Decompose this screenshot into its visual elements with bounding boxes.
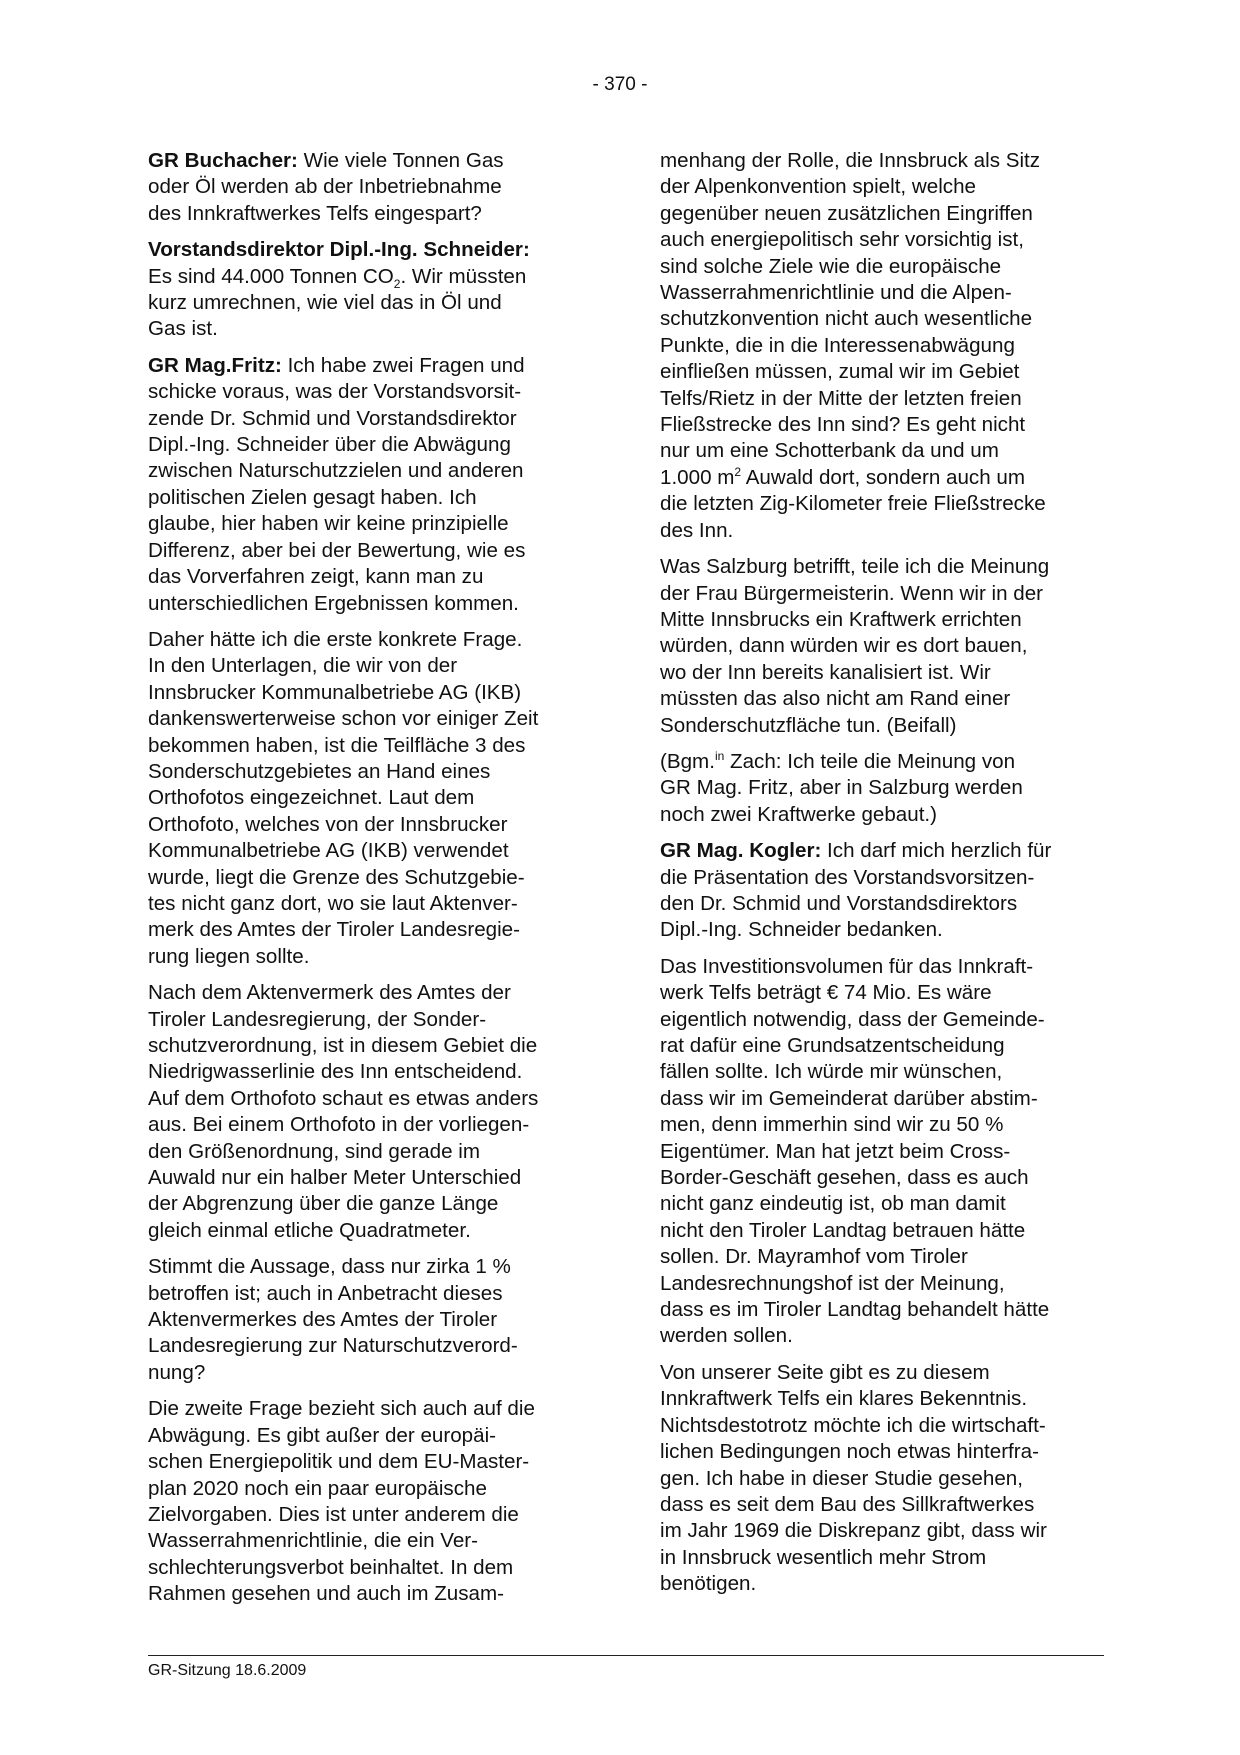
paragraph-aussage: Stimmt die Aussage, dass nur zirka 1 % betroffen ist; auch in Anbetracht dieses Aktenvermerkes des Amtes der Tiroler Landesregierung zur Naturschutzverord- nung? [148, 1255, 518, 1384]
paragraph-fritz: GR Mag.Fritz: Ich habe zwei Fragen und schicke voraus, was der Vorstandsvorsit- zende Dr. Schmid und Vorstandsdirektor Dipl.-Ing. Schneider über die Abwägung zwischen Naturschutzzielen und anderen politischen Zielen gesagt haben. Ich glaube, hier haben wir keine prinzipielle Differenz, aber bei der Bewertung, wie es das Vorverfahren zeigt, kann man zu unterschiedlichen Ergebnissen kommen. [148, 353, 526, 615]
footer-divider [148, 1655, 1104, 1656]
paragraph-schneider: Vorstandsdirektor Dipl.-Ing. Schneider: Es sind 44.000 Tonnen $CO_2$. Wir müssten kurz umrechnen, wie viel das in Öl und Gas ist. [148, 238, 530, 341]
paragraph-second-question: Die zweite Frage bezieht sich auch auf die Abwägung. Es gibt außer der europäi- schen Energiepolitik und dem EU-Master- plan 2020 noch ein paar europäische Zielvorgaben. Dies ist unter anderem die Wasserrahmenrichtlinie, die ein Ver- schlechterungsverbot beinhaltet. In dem Rahmen gesehen und auch im Zusam- [148, 1397, 535, 1606]
speaker-name: GR Mag. Kogler: [660, 839, 822, 863]
paragraph-alpenkonvention: menhang der Rolle, die Innsbruck als Sitz der Alpenkonvention spielt, welche gegenüber neuen zusätzlichen Eingriffen auch energiepolitisch sehr vorsichtig ist, sind solche Ziele wie die europäische Wasserrahmenrichtlinie und die Alpen- schutzkonvention nicht auch wesentliche Punkte, die in die Interessenabwägung einfließen müssen, zumal wir im Gebiet Telfs/Rietz in der Mitte der letzten freien Fließstrecke des Inn sind? Es geht nicht nur um eine Schotterbank da und um 1.000 $m^2$ Auwald dort, sondern auch um die letzten Zig-Kilometer freie Fließstrecke des Inn. [660, 149, 1046, 542]
paragraph-aktenvermerk: Nach dem Aktenvermerk des Amtes der Tiroler Landesregierung, der Sonder- schutzverordnung, ist in diesem Gebiet die Niedrigwasserlinie des Inn entscheidend. Auf dem Orthofoto schaut es etwas anders aus. Bei einem Orthofoto in der vorliegen- den Größenordnung, sind gerade im Auwald nur ein halber Meter Unterschied der Abgrenzung über die ganze Länge gleich einmal etliche Quadratmeter. [148, 981, 539, 1242]
speaker-name: GR Buchacher: [148, 149, 298, 172]
paragraph-investitionsvolumen: Das Investitionsvolumen für das Innkraft- werk Telfs beträgt € 74 Mio. Es wäre eigentlich notwendig, dass der Gemeinde- rat dafür eine Grundsatzentscheidung fällen sollte. Ich würde mir wünschen, dass wir im Gemeinderat darüber abstim- men, denn immerhin sind wir zu 50 % Eigentümer. Man hat jetzt beim Cross- Border-Geschäft gesehen, dass es auch nicht ganz eindeutig ist, ob man damit nicht den Tiroler Landtag betrauen hätte sollen. Dr. Mayramhof vom Tiroler Landesrechnungshof ist der Meinung, dass es im Tiroler Landtag behandelt hätte werden sollen. [660, 954, 1050, 1348]
speaker-name: GR Mag.Fritz: [148, 353, 282, 377]
paragraph-first-question: Daher hätte ich die erste konkrete Frage. In den Unterlagen, die wir von der Innsbrucker Kommunalbetriebe AG (IKB) dankenswerterweise schon vor einiger Zeit bekommen haben, ist die Teilfläche 3 des Sonderschutzgebietes an Hand eines Orthofotos eingezeichnet. Laut dem Orthofoto, welches von der Innsbrucker Kommunalbetriebe AG (IKB) verwendet wurde, liegt die Grenze des Schutzgebie- tes nicht ganz dort, wo sie laut Aktenver- merk des Amtes der Tiroler Landesregie- rung liegen sollte. [148, 627, 539, 968]
right-column [660, 148, 1105, 1608]
page-number: - 370 - [592, 74, 648, 95]
left-column [148, 148, 594, 1618]
paragraph-bekenntnis: Von unserer Seite gibt es zu diesem Innkraftwerk Telfs ein klares Bekenntnis. Nichtsdestotrotz möchte ich die wirtschaft- lichen Bedingungen noch etwas hinterfra- gen. Ich habe in dieser Studie gesehen, dass es seit dem Bau des Sillkraftwerkes im Jahr 1969 die Diskrepanz gibt, dass wir in Innsbruck wesentlich mehr Strom benötigen. [660, 1360, 1047, 1596]
paragraph-zach-interjection: (Bgm.$^{in}$ Zach: Ich teile die Meinung von GR Mag. Fritz, aber in Salzburg werden noch zwei Kraftwerke gebaut.) [660, 749, 1023, 826]
paragraph-buchacher: GR Buchacher: Wie viele Tonnen Gas oder Öl werden ab der Inbetriebnahme des Innkraftwerkes Telfs eingespart? [148, 149, 504, 225]
footer-session-date: GR-Sitzung 18.6.2009 [148, 1662, 307, 1679]
paragraph-salzburg: Was Salzburg betrifft, teile ich die Meinung der Frau Bürgermeisterin. Wenn wir in der Mitte Innsbrucks ein Kraftwerk errichten würden, dann würden wir es dort bauen, wo der Inn bereits kanalisiert ist. Wir müssten das also nicht am Rand einer Sonderschutzfläche tun. (Beifall) [660, 555, 1050, 737]
speaker-name: Vorstandsdirektor Dipl.-Ing. Schneider: [148, 238, 530, 262]
paragraph-kogler: GR Mag. Kogler: Ich darf mich herzlich für die Präsentation des Vorstandsvorsitzen- den Dr. Schmid und Vorstandsdirektors Dipl.-Ing. Schneider bedanken. [660, 839, 1052, 942]
